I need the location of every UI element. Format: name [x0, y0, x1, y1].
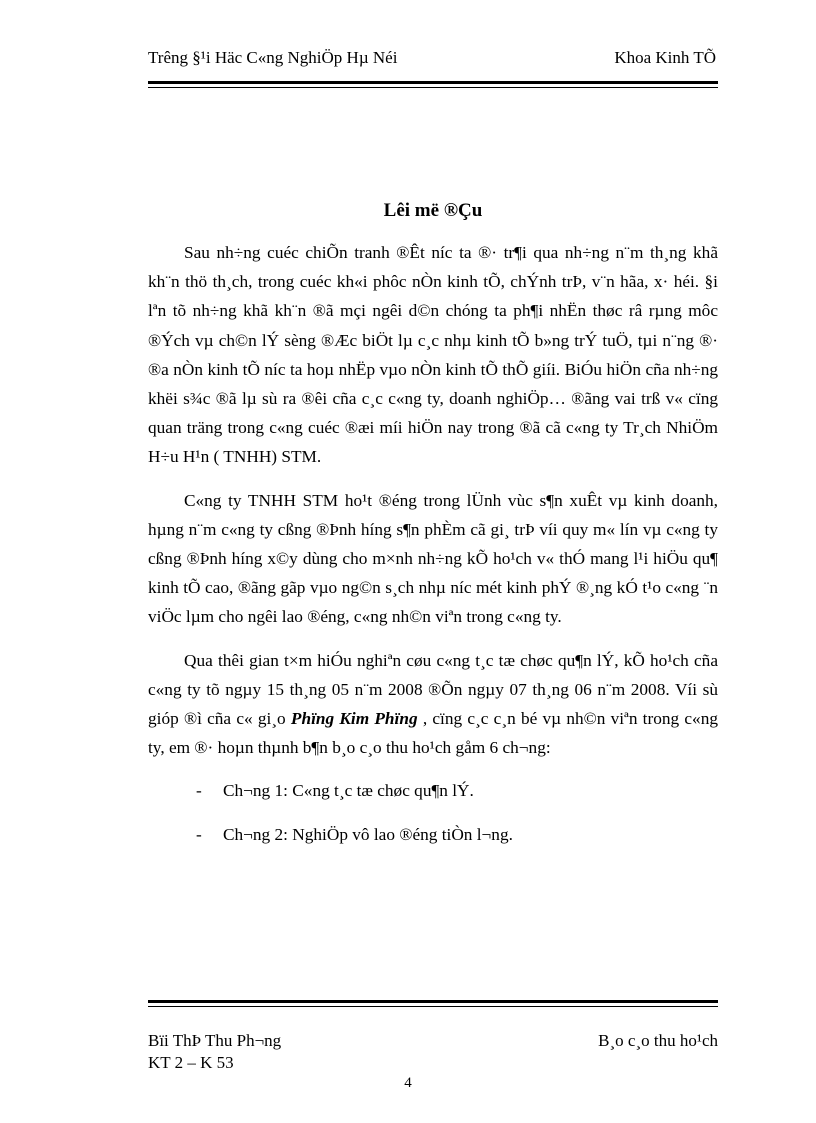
supervisor-name: Phïng Kim Phïng — [290, 709, 418, 729]
footer-class: KT 2 – K 53 — [148, 1053, 234, 1072]
footer-report-title: B¸o c¸o thu ho¹ch — [598, 1031, 718, 1050]
page-header — [148, 48, 716, 74]
chapter-list — [148, 776, 718, 849]
body-text — [148, 238, 718, 864]
page-title: Lêi më ®Çu — [383, 200, 483, 221]
paragraph-internship — [148, 646, 718, 763]
chapter-2-label: Ch¬ng 2: NghiÖp vô lao ®éng tiÒn l¬ng. — [223, 825, 513, 845]
header-faculty: Khoa Kinh TÕ — [614, 48, 716, 67]
list-item — [148, 820, 718, 849]
footer-author: Bïi ThÞ Thu Ph¬ng — [148, 1031, 282, 1050]
list-item — [148, 776, 718, 805]
paragraph-company: C«ng ty TNHH STM ho¹t ®éng trong lÜnh vùc s¶n xuÊt vµ kinh doanh, hµng n¨m c«ng ty cßng ®Þnh híng s¶n phÈm cã gi¸ trÞ víi quy m« lín vµ c«ng ty cßng ®Þnh híng x©y dùng cho m×nh nh÷ng kÕ ho¹ch v« thÓ mang l¹i hiÖu qu¶ kinh tÕ cao, ®ãng gãp vµo ng©n s¸ch nhµ níc mét kinh phÝ ®¸ng kÓ t¹o c«ng ¨n viÖc lµm cho ngêi lao ®éng, c«ng nh©n viªn trong c«ng ty. — [148, 490, 718, 627]
page-number: 4 — [404, 1075, 412, 1091]
chapter-1-label: Ch¬ng 1: C«ng t¸c tæ chøc qu¶n lÝ. — [223, 781, 474, 801]
footer-rule-thin — [148, 1006, 718, 1007]
list-bullet: - — [196, 781, 202, 801]
footer-rule-thick — [148, 1000, 718, 1003]
header-university: Trêng §¹i Häc C«ng NghiÖp Hµ Néi — [148, 48, 398, 67]
header-rule-thick — [148, 81, 718, 84]
footer-author-block — [148, 1030, 281, 1074]
paragraph-internship-before: Qua thêi gian t×m hiÓu nghiªn cøu c«ng t¸c tæ chøc qu¶n lÝ, kÕ ho¹ch cña c«ng ty tõ ngµy 15 th¸ng 05 n¨m 2008 ®Õn ngµy 07 th¸ng 06 n¨m 2008. Víi sù gióp ®ì cña c« gi¸o — [148, 650, 718, 729]
header-rule-thin — [148, 87, 718, 88]
paragraph-internship-after: , cïng c¸c c¸n bé vµ nh©n viªn trong c«ng ty, em ®· hoµn thµnh b¶n b¸o c¸o thu ho¹ch gåm 6 ch¬ng: — [148, 709, 718, 758]
list-bullet: - — [196, 825, 202, 845]
paragraph-intro: Sau nh÷ng cuéc chiÕn tranh ®Êt níc ta ®· tr¶i qua nh÷ng n¨m th¸ng khã kh¨n thö th¸ch, trong cuéc kh«i phôc nÒn kinh tÕ, chÝnh trÞ, v¨n hãa, x· héi. §i lªn tõ nh÷ng khã kh¨n ®ã mçi ngêi d©n chóng ta ph¶i nhËn thøc râ rµng môc ®Ých vµ ch©n lÝ sèng ®Æc biÖt lµ c¸c nhµ kinh tÕ b»ng trÝ tuÖ, tµi n¨ng ®· ®a nÒn kinh tÕ níc ta hoµ nhËp vµo nÒn kinh tÕ thÕ giíi. BiÓu hiÖn cña nh÷ng khëi s¾c ®ã lµ sù ra ®êi cña c¸c c«ng ty, doanh nghiÖp… ®ãng vai trß v« cïng quan träng trong c«ng cuéc ®æi míi hiÖn nay trong ®ã cã c«ng ty Tr¸ch NhiÖm H÷u H¹n ( TNHH) STM. — [148, 243, 718, 467]
